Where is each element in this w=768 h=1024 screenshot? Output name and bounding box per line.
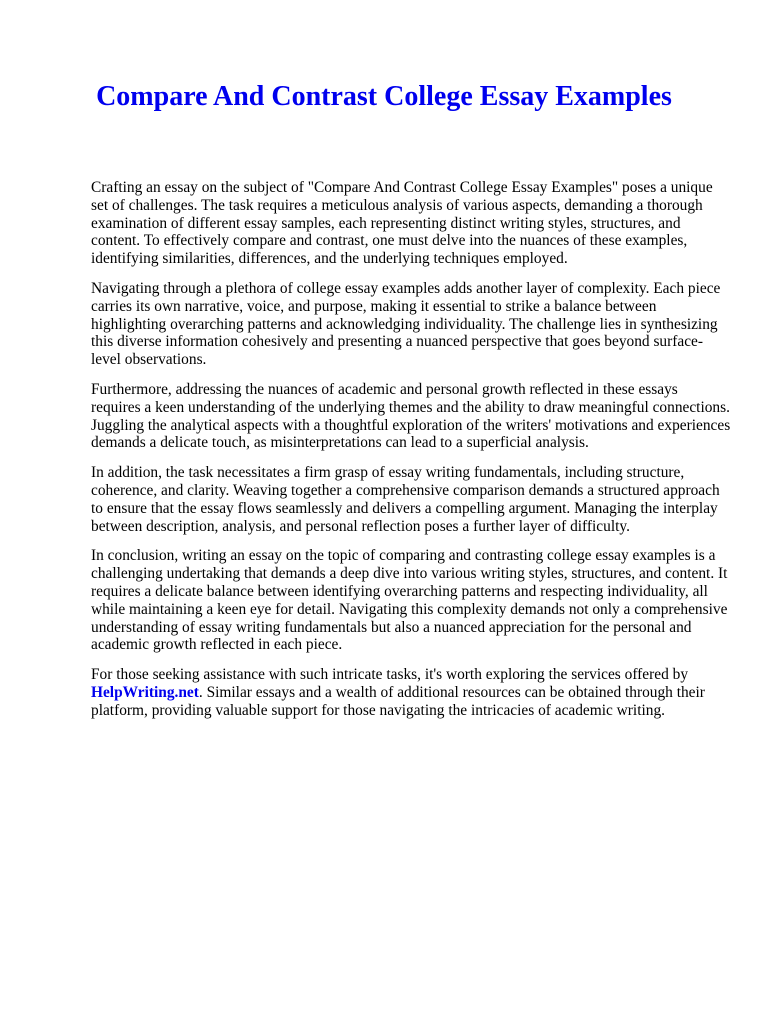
paragraph-5: In conclusion, writing an essay on the topic of comparing and contrasting college essay examples is a challenging undertaking that demands a deep dive into various writing styles, structures, and content. It requires a delicate balance between identifying overarching patterns and respecting individuality, all while maintaining a keen eye for detail. Navigating this complexity demands not only a comprehensive understanding of essay writing fundamentals but also a nuanced appreciation for the personal and academic growth reflected in each piece.	[91, 547, 728, 654]
document-body	[91, 179, 731, 732]
paragraph-2: Navigating through a plethora of college essay examples adds another layer of complexity. Each piece carries its own narrative, voice, and purpose, making it essential to strike a balance between highlighting overarching patterns and acknowledging individuality. The challenge lies in synthesizing this diverse information cohesively and presenting a nuanced perspective that goes beyond surface-level observations.	[91, 279, 721, 369]
closing-paragraph	[91, 666, 731, 719]
document-title: Compare And Contrast College Essay Examples	[96, 81, 672, 112]
closing-text-before-link: For those seeking assistance with such intricate tasks, it's worth exploring the services offered by	[91, 666, 689, 684]
paragraph-1: Crafting an essay on the subject of "Compare And Contrast College Essay Examples" poses a unique set of challenges. The task requires a meticulous analysis of various aspects, demanding a thorough examination of different essay samples, each representing distinct writing styles, structures, and content. To effectively compare and contrast, one must delve into the nuances of these examples, identifying similarities, differences, and the underlying techniques employed.	[91, 179, 713, 268]
closing-text-after-link: . Similar essays and a wealth of additional resources can be obtained through their platform, providing valuable support for those navigating the intricacies of academic writing.	[91, 683, 705, 719]
helpwriting-link[interactable]: HelpWriting.net	[91, 683, 199, 701]
paragraph-4: In addition, the task necessitates a firm grasp of essay writing fundamentals, including structure, coherence, and clarity. Weaving together a comprehensive comparison demands a structured approach to ensure that the essay flows seamlessly and delivers a compelling argument. Managing the interplay between description, analysis, and personal reflection poses a further layer of difficulty.	[91, 464, 720, 535]
paragraph-3: Furthermore, addressing the nuances of academic and personal growth reflected in these essays requires a keen understanding of the underlying themes and the ability to draw meaningful connections. Juggling the analytical aspects with a thoughtful exploration of the writers' motivations and experiences demands a delicate touch, as misinterpretations can lead to a superficial analysis.	[91, 380, 731, 452]
